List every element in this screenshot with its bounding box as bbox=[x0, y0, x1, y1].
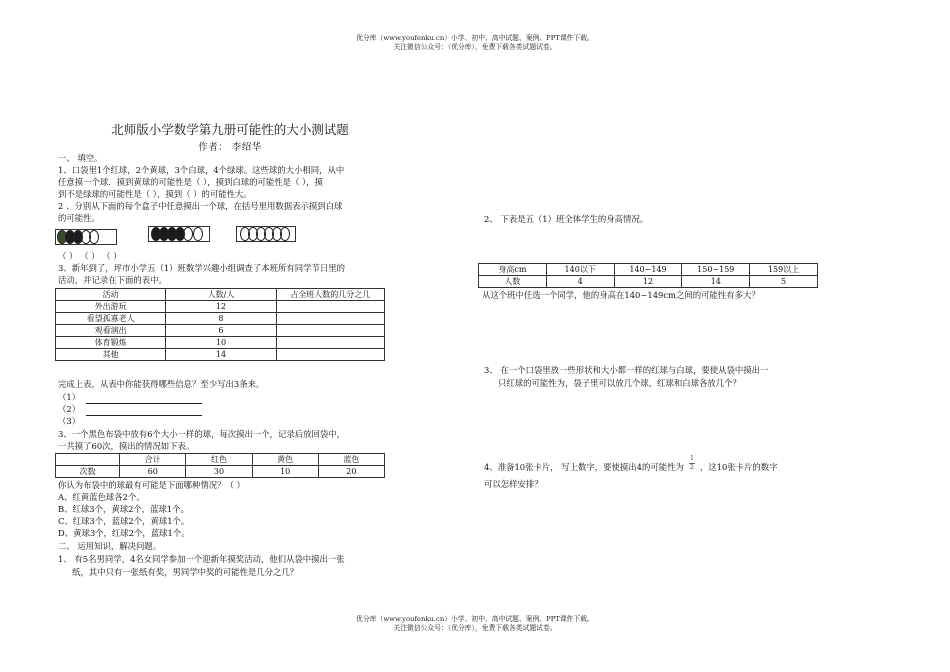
table-header-cell: 红色 bbox=[186, 454, 252, 466]
table-cell: 60 bbox=[120, 466, 186, 478]
problem-3-line-2: 只红球的可能性为，袋子里可以放几个球，红球和白球各放几个？ bbox=[498, 378, 741, 388]
option-c: C、红球3个，蓝球2个，黄球1个。 bbox=[58, 516, 190, 526]
table-header-cell: 身高cm bbox=[479, 264, 547, 276]
fraction-numerator: 1 bbox=[689, 455, 694, 462]
table-header-cell: 140以下 bbox=[546, 264, 614, 276]
table-cell: 8 bbox=[166, 313, 276, 325]
problem-2-intro: 2、 下表是五（1）班全体学生的身高情况。 bbox=[484, 214, 649, 224]
header-line-2: 关注微信公众号：（优分库），免费下载各类试题试卷。 bbox=[393, 43, 557, 51]
table-header-cell: 人数/人 bbox=[166, 289, 276, 301]
table-cell: 外出游玩 bbox=[56, 301, 166, 313]
answer-blank-2[interactable] bbox=[86, 407, 202, 416]
table-cell bbox=[276, 349, 384, 361]
table-cell bbox=[276, 337, 384, 349]
ball-white-icon bbox=[89, 230, 99, 244]
problem-4-line-2: 可以怎样安排？ bbox=[484, 479, 543, 489]
answer-line-2 bbox=[58, 403, 202, 416]
table-cell: 其他 bbox=[56, 349, 166, 361]
table-header-cell: 蓝色 bbox=[318, 454, 384, 466]
table-row bbox=[56, 337, 385, 349]
problem-4-text-b: ，这10张卡片的数字 bbox=[699, 462, 778, 472]
ball-white-icon bbox=[183, 227, 193, 241]
q3-line-1: 3、新年到了，坪市小学五（1）班数学兴趣小组调查了本班所有同学节日里的 bbox=[58, 263, 346, 273]
ball-white-icon bbox=[280, 227, 290, 241]
q2-line-1: 2 、分别从下面的每个盒子中任意摸出一个球，在括号里用数据表示摸到白球 bbox=[58, 201, 343, 211]
table-cell: 14 bbox=[682, 276, 750, 288]
document-author: 作者： 李绍华 bbox=[198, 142, 262, 153]
table-header-cell: 合计 bbox=[120, 454, 186, 466]
table-row bbox=[56, 313, 385, 325]
fraction-one-half bbox=[684, 455, 700, 471]
q4-line-2: 一共摸了60次，摸出的情况如下表。 bbox=[58, 441, 195, 451]
table-row bbox=[479, 276, 818, 288]
section-2-heading: 二、 运用知识，解决问题。 bbox=[58, 541, 162, 551]
ball-box-3 bbox=[236, 226, 296, 242]
table-header-cell: 159以上 bbox=[750, 264, 818, 276]
table-cell bbox=[276, 325, 384, 337]
table-cell: 14 bbox=[166, 349, 276, 361]
fraction-denominator: 2 bbox=[689, 464, 694, 471]
table-cell: 次数 bbox=[56, 466, 120, 478]
table-row bbox=[56, 301, 385, 313]
answer-label-3: （3） bbox=[58, 416, 81, 426]
answer-label-1: （1） bbox=[58, 392, 81, 402]
table-cell: 5 bbox=[750, 276, 818, 288]
footer-line-2: 关注微信公众号：（优分库），免费下载各类试题试卷。 bbox=[393, 624, 557, 632]
table-header-cell: 黄色 bbox=[252, 454, 318, 466]
option-a: A、红黄蓝色球各2个。 bbox=[58, 492, 145, 502]
q2-line-2: 的可能性。 bbox=[58, 213, 100, 223]
table-cell: 12 bbox=[614, 276, 682, 288]
table-header-cell: 活动 bbox=[56, 289, 166, 301]
draw-results-table bbox=[55, 453, 385, 478]
table-cell: 人数 bbox=[479, 276, 547, 288]
table-cell: 10 bbox=[166, 337, 276, 349]
q4-question: 你认为布袋中的球最有可能是下面哪种情况？（ ） bbox=[58, 480, 245, 490]
table-cell bbox=[276, 313, 384, 325]
table-header-row bbox=[56, 454, 385, 466]
table-cell: 体育锻炼 bbox=[56, 337, 166, 349]
activities-table bbox=[55, 288, 385, 361]
answer-label-2: （2） bbox=[58, 404, 81, 414]
table-row bbox=[56, 466, 385, 478]
problem-4-text-a: 4、准备10张卡片， 写上数字，要使摸出4的可能性为 bbox=[484, 462, 684, 472]
table-header-cell: 140~149 bbox=[614, 264, 682, 276]
problem-2-question: 从这个班中任选一个同学，他的身高在140~149cm之间的可能性有多大？ bbox=[482, 290, 760, 300]
table-cell: 4 bbox=[546, 276, 614, 288]
ball-white-icon bbox=[193, 227, 203, 241]
problem-1-line-1: 1、 有5名男同学，4名女同学参加一个迎新年摸奖活动，他们从袋中摸出一张 bbox=[58, 554, 345, 564]
table-header-row bbox=[56, 289, 385, 301]
footer-line-1: 优分库（www.youfenku.cn）小学、初中、高中试题、案例、PPT课件下载。 bbox=[356, 615, 594, 623]
ball-box-1 bbox=[55, 229, 117, 245]
header-line-1: 优分库（www.youfenku.cn）小学、初中、高中试题、案例、PPT课件下载。 bbox=[356, 34, 594, 42]
height-table bbox=[478, 263, 818, 288]
problem-1-line-2: 纸，其中只有一张纸有奖，男同学中奖的可能性是几分之几？ bbox=[72, 567, 299, 577]
option-d: D、黄球3个，红球2个，蓝球1个。 bbox=[58, 528, 190, 538]
table-header-cell: 150~159 bbox=[682, 264, 750, 276]
answer-line-1 bbox=[58, 391, 202, 404]
table-row bbox=[56, 325, 385, 337]
table-cell: 20 bbox=[318, 466, 384, 478]
problem-4-line-1 bbox=[484, 455, 778, 474]
section-1-heading: 一、 填空。 bbox=[58, 153, 103, 163]
table-cell: 12 bbox=[166, 301, 276, 313]
table-header-row bbox=[479, 264, 818, 276]
table-header-cell bbox=[56, 454, 120, 466]
q4-line-1: 3、一个黑色布袋中放有6个大小一样的球，每次摸出一个，记录后放回袋中， bbox=[58, 429, 346, 439]
table-cell: 10 bbox=[252, 466, 318, 478]
table-header-cell: 占全班人数的几分之几 bbox=[276, 289, 384, 301]
problem-3-line-1: 3、 在一个口袋里放一些形状和大小都一样的红球与白球，要使从袋中摸出一 bbox=[484, 365, 769, 375]
q3-line-2: 活动，并记录在下面的表中。 bbox=[58, 275, 167, 285]
q1-line-3: 到不是绿球的可能性是（ ），摸到（ ）的可能性大。 bbox=[58, 189, 252, 199]
table-cell: 30 bbox=[186, 466, 252, 478]
table-cell: 观看演出 bbox=[56, 325, 166, 337]
q1-line-2: 任意摸一个球．摸到黄球的可能性是（ ），摸到白球的可能性是（ ），摸 bbox=[58, 177, 323, 187]
table-row bbox=[56, 349, 385, 361]
q1-line-1: 1、口袋里1个红球，2个黄球，3个白球，4个绿球。这些球的大小相同，从中 bbox=[58, 165, 345, 175]
table-cell: 6 bbox=[166, 325, 276, 337]
answer-line-3 bbox=[58, 415, 80, 428]
q2-answer-blanks: （ ） （ ） （ ） bbox=[58, 251, 122, 261]
table-cell bbox=[276, 301, 384, 313]
option-b: B、红球3个，黄球2个，蓝球1个。 bbox=[58, 504, 190, 514]
ball-box-2 bbox=[148, 226, 210, 242]
table-cell: 看望孤寡老人 bbox=[56, 313, 166, 325]
table1-followup: 完成上表，从表中你能获得哪些信息？至少写出3条来。 bbox=[58, 379, 265, 389]
document-title: 北师版小学数学第九册可能性的大小测试题 bbox=[111, 122, 349, 137]
